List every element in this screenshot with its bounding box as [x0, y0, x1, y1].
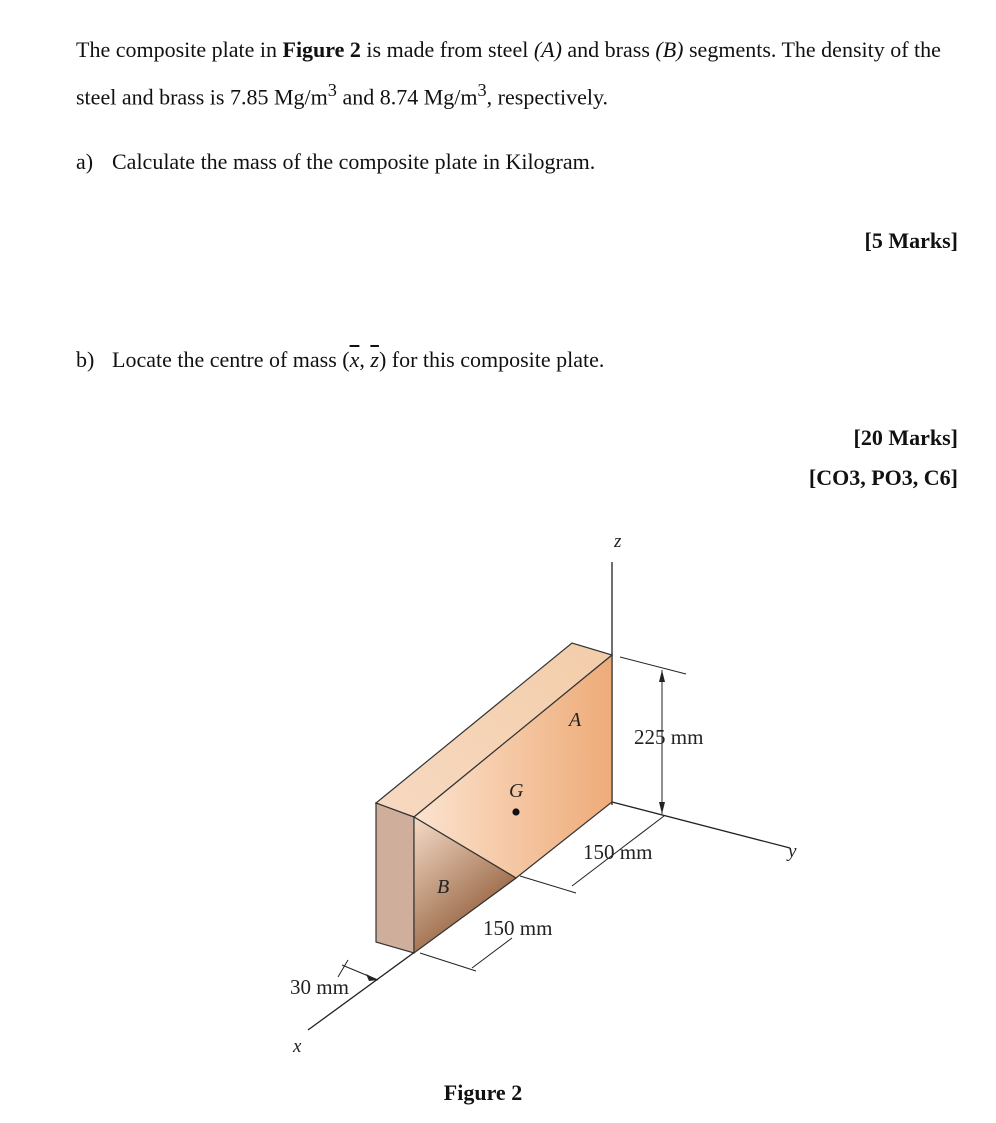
dim-225-ext-top: [620, 657, 686, 674]
dim-225-label: 225 mm: [634, 725, 704, 749]
dim-150x-line: [472, 938, 512, 968]
figure-reference: Figure 2: [282, 37, 361, 62]
intro-text-5: and 8.74 Mg/m: [336, 84, 478, 110]
segment-a-label: A: [569, 709, 582, 731]
question-b-marks: [20 Marks]: [853, 425, 958, 450]
unit-superscript-2: 3: [477, 80, 487, 100]
dim-150y-ext: [520, 876, 576, 893]
centre-of-mass-label: G: [509, 780, 524, 802]
axis-y-label: y: [788, 841, 797, 862]
brass-label: (B): [655, 37, 684, 62]
question-a-text: Calculate the mass of the composite plate in Kilogram.: [112, 149, 596, 174]
figure-caption: Figure 2: [443, 1080, 523, 1105]
dim-150y-label: 150 mm: [583, 840, 653, 864]
intro-text-4: segments. The density of the steel and brass is 7.85 Mg/m: [76, 37, 941, 110]
intro-text-1: The composite plate in: [76, 37, 283, 62]
x-bar-symbol: $\overline{x}$: [349, 347, 360, 372]
dim-150x-ext: [420, 953, 476, 971]
question-b-comma: ,: [359, 347, 371, 372]
dim-225-arrow-top: [659, 670, 665, 682]
centre-of-mass-point: [512, 808, 519, 815]
axis-z-label: z: [614, 531, 622, 552]
question-b-text-after: ) for this composite plate.: [378, 347, 605, 372]
course-outcomes: [CO3, PO3, C6]: [808, 465, 958, 490]
z-bar-symbol: $\overline{z}$: [370, 347, 379, 372]
steel-label: (A): [533, 37, 562, 62]
intro-text-3: and brass: [561, 37, 656, 62]
question-a-marks: [5 Marks]: [864, 228, 958, 253]
intro-text-2: is made from steel: [360, 37, 534, 62]
unit-superscript-1: 3: [327, 80, 337, 100]
question-b-label: b): [76, 347, 95, 372]
axis-x-label: x: [293, 1036, 302, 1057]
plate-side-edge: [376, 803, 414, 953]
dim-30-label: 30 mm: [290, 975, 349, 999]
dim-30-arrow: [366, 974, 378, 981]
question-a-label: a): [76, 149, 94, 174]
dim-225-arrow-bottom: [659, 802, 665, 814]
question-b-text-before: Locate the centre of mass (: [112, 347, 350, 372]
dim-150x-label: 150 mm: [483, 916, 553, 940]
segment-b-label: B: [437, 876, 450, 898]
intro-text-6: , respectively.: [486, 84, 609, 110]
